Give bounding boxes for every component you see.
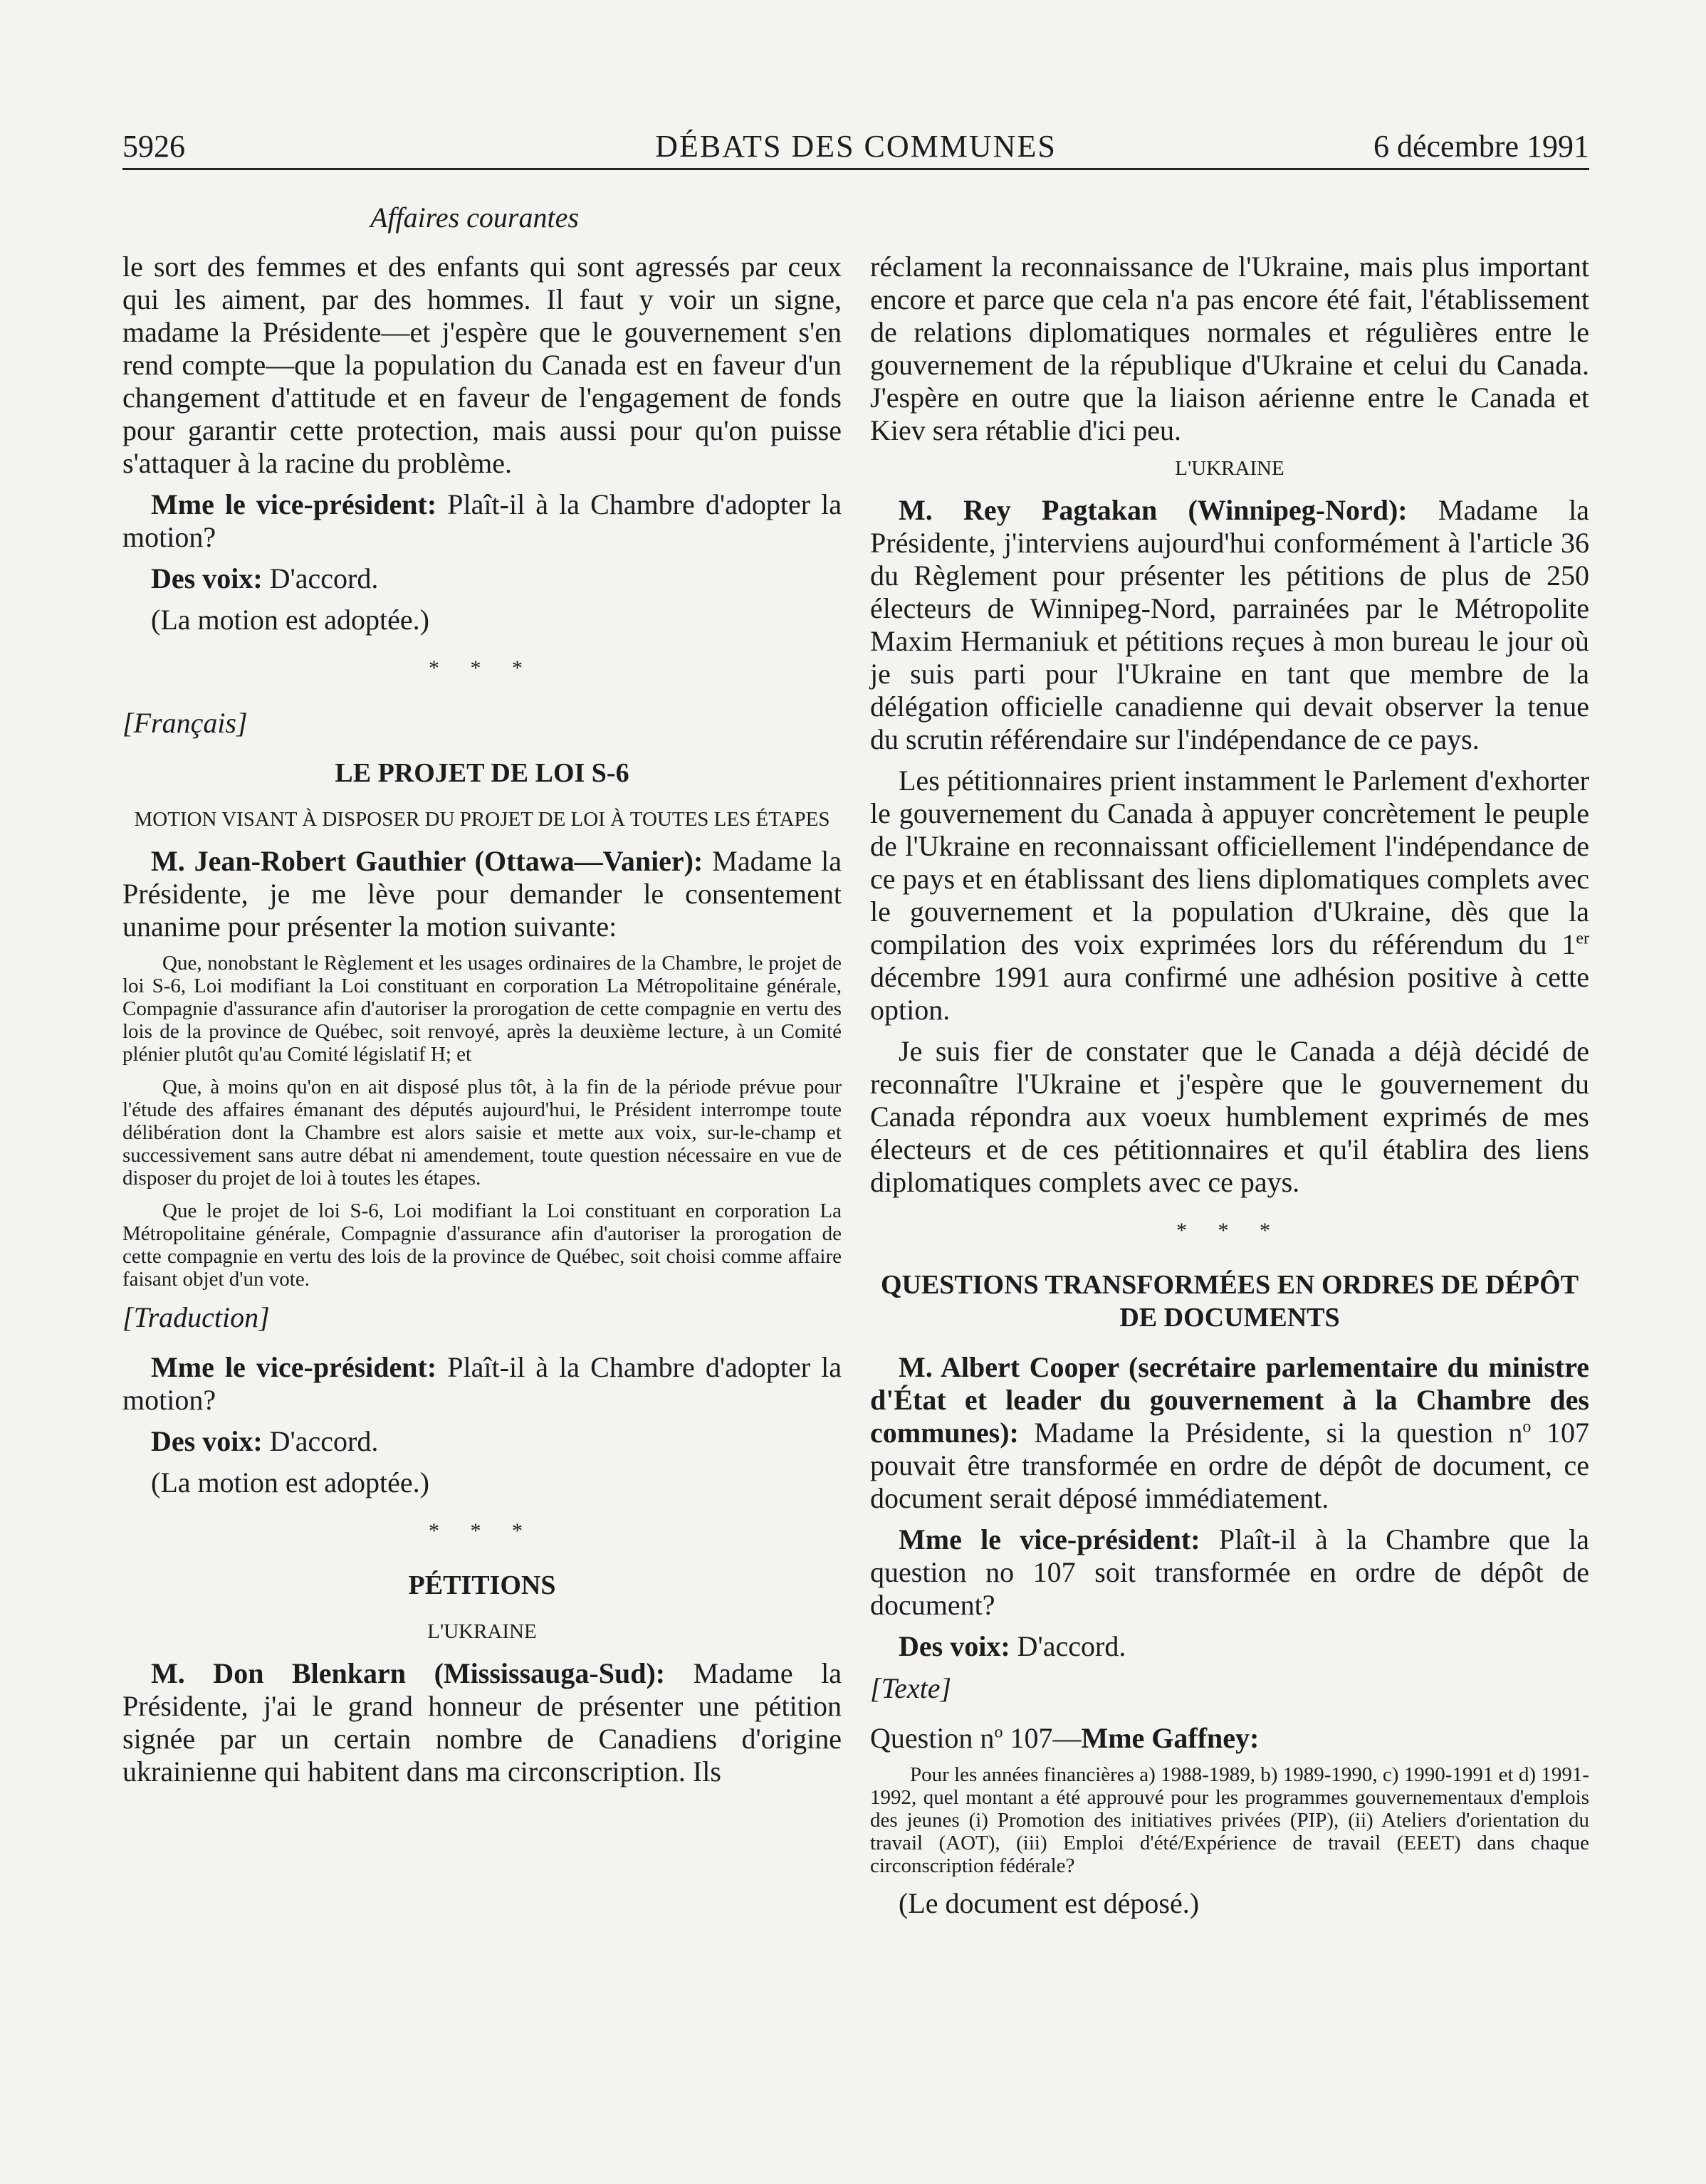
speaker-name: M. Albert Cooper (secrétaire parlementaire du ministre d'État et leader du gouvernement à la Chambre des communes): <box>870 1351 1589 1449</box>
speaker-name: Mme le vice-président: <box>899 1523 1200 1555</box>
section-subheading: L'UKRAINE <box>427 1620 537 1643</box>
speech-text: 107 pouvait être transformée en ordre de dépôt de document, ce document serait déposé immédiatement. <box>870 1417 1589 1514</box>
right-column <box>870 251 1589 1928</box>
speaker-name: Mme le vice-président: <box>151 1351 437 1383</box>
language-tag: [Français] <box>122 707 248 739</box>
section-heading: QUESTIONS TRANSFORMÉES EN ORDRES DE DÉPÔT DE DOCUMENTS <box>880 1270 1579 1333</box>
motion-quote: Que, nonobstant le Règlement et les usages ordinaires de la Chambre, le projet de loi S-6, Loi modifiant la Loi constituant en corporation La Métropolitaine générale, Compagnie d'assurance afin d'autoriser la prorogation de cette compagnie en vertu des lois de la province de Québec, soit renvoyé, après la deuxième lecture, à un Comité plénier plutôt qu'au Comité législatif H; et <box>122 952 842 1066</box>
speech-text: D'accord. <box>262 1425 379 1457</box>
speech-text: Plaît-il à la Chambre que la question no 107 soit transformée en ordre de dépôt de document? <box>870 1523 1589 1621</box>
speaker-name: Des voix: <box>899 1630 1010 1662</box>
section-separator: * * * <box>1176 1219 1283 1242</box>
speaker-name: Mme le vice-président: <box>151 488 437 520</box>
paragraph <box>870 494 1589 756</box>
speaker-name: Des voix: <box>151 1425 263 1457</box>
paragraph: le sort des femmes et des enfants qui sont agressés par ceux qui les aiment, par des hommes. Il faut y voir un signe, madame la Présidente—et j'espère que le gouvernement s'en rend compte—que la population du Canada est en faveur d'un changement d'attitude et en faveur de l'engagement de fonds pour garantir cette protection, mais aussi pour qu'on puisse s'attaquer à la racine du problème. <box>122 251 842 479</box>
paragraph <box>122 845 842 943</box>
speech-text: Madame la Présidente, j'interviens aujourd'hui conformément à l'article 36 du Règlement pour présenter les pétitions de plus de 250 électeurs de Winnipeg-Nord, parrainées par le Métropolite Maxim Hermaniuk et pétitions reçues à mon bureau le jour où je suis parti pour l'Ukraine en tant que membre de la délégation officielle canadienne qui devait observer la tenue du scrutin référendaire sur l'indépendance de ce pays. <box>870 494 1589 755</box>
speaker-name: M. Jean-Robert Gauthier (Ottawa—Vanier): <box>151 845 703 877</box>
speech-text: Madame la Présidente, si la question n <box>1018 1417 1523 1449</box>
section-heading: PÉTITIONS <box>408 1570 556 1600</box>
language-tag: [Traduction] <box>122 1301 270 1333</box>
speaker-name: Mme Gaffney: <box>1081 1722 1260 1754</box>
speech-text: D'accord. <box>262 562 379 594</box>
superscript: o <box>1522 1417 1532 1437</box>
paragraph: réclament la reconnaissance de l'Ukraine, mais plus important encore et parce que cela n'a pas encore été fait, l'établissement de relations diplomatiques normales et régulières entre le gouvernement de la république d'Ukraine et celui du Canada. J'espère en outre que la liaison aérienne entre le Canada et Kiev sera rétablie d'ici peu. <box>870 251 1589 446</box>
left-column <box>122 251 842 1797</box>
paragraph <box>870 765 1589 1027</box>
paragraph <box>870 1351 1589 1515</box>
motion-quote: Que le projet de loi S-6, Loi modifiant la Loi constituant en corporation La Métropolitaine générale, Compagnie d'assurance afin d'autoriser la prorogation de cette compagnie en vertu des lois de la province de Québec, soit choisi comme affaire faisant objet d'un vote. <box>122 1199 842 1291</box>
section-label: Affaires courantes <box>370 201 579 233</box>
paragraph <box>870 1523 1589 1622</box>
speech-text: Madame la Présidente, j'ai le grand honneur de présenter une pétition signée par un certain nombre de Canadiens d'origine ukrainienne qui habitent dans ma circonscription. Ils <box>122 1657 842 1787</box>
question-title <box>870 1722 1589 1755</box>
motion-quote: Que, à moins qu'on en ait disposé plus tôt, à la fin de la période prévue pour l'étude des affaires émanant des députés aujourd'hui, le Président interrompe toute délibération dont la Chambre est alors saisie et mette aux voix, sur-le-champ et successivement sans autre débat ni amendement, toute question nécessaire en vue de disposer du projet de loi à toutes les étapes. <box>122 1076 842 1190</box>
speaker-name: Des voix: <box>151 562 263 594</box>
motion-result: (Le document est déposé.) <box>899 1887 1200 1919</box>
section-subheading: L'UKRAINE <box>1175 457 1284 480</box>
paragraph <box>870 1630 1589 1663</box>
section-heading: LE PROJET DE LOI S-6 <box>335 758 629 788</box>
speech-text: Madame la Présidente, je me lève pour demander le consentement unanime pour présenter la motion suivante: <box>122 845 842 943</box>
speech-text: Plaît-il à la Chambre d'adopter la motion? <box>122 1351 842 1416</box>
question-number: 107— <box>1003 1722 1082 1754</box>
paragraph <box>122 1351 842 1417</box>
question-quote: Pour les années financières a) 1988-1989, b) 1989-1990, c) 1990-1991 et d) 1991-1992, quel montant a été approuvé pour les programmes gouvernementaux d'emplois des jeunes (i) Promotion des initiatives privées (PIP), (ii) Ateliers d'orientation du travail (AOT), (iii) Emploi d'été/Expérience de travail (EEET) dans chaque circonscription fédérale? <box>870 1763 1589 1877</box>
speech-text: D'accord. <box>1010 1630 1126 1662</box>
paragraph-text: Les pétitionnaires prient instamment le Parlement d'exhorter le gouvernement du Canada à appuyer concrètement le peuple de l'Ukraine en reconnaissant officiellement l'indépendance de ce pays et en établissant des liens diplomatiques complets avec le gouvernement et la population d'Ukraine, dès que la compilation des voix exprimées lors du référendum du 1 <box>870 765 1589 960</box>
paragraph <box>122 1425 842 1458</box>
paragraph <box>122 1657 842 1788</box>
language-tag: [Texte] <box>870 1672 952 1704</box>
section-separator: * * * <box>429 1519 535 1543</box>
motion-result: (La motion est adoptée.) <box>151 604 429 636</box>
paragraph <box>122 488 842 554</box>
speaker-name: M. Don Blenkarn (Mississauga-Sud): <box>151 1657 666 1689</box>
question-label: Question n <box>870 1722 995 1754</box>
paragraph <box>122 562 842 595</box>
motion-result: (La motion est adoptée.) <box>151 1466 429 1498</box>
superscript: er <box>1576 929 1589 948</box>
publication-title: DÉBATS DES COMMUNES <box>655 129 1057 164</box>
speech-text: Plaît-il à la Chambre d'adopter la motion? <box>122 488 842 553</box>
section-separator: * * * <box>429 656 535 680</box>
paragraph: Je suis fier de constater que le Canada a déjà décidé de reconnaître l'Ukraine et j'espère que le gouvernement du Canada répondra aux voeux humblement exprimés de mes électeurs et de ces pétitionnaires et qu'il établira des liens diplomatiques complets avec ce pays. <box>870 1035 1589 1198</box>
page-number: 5926 <box>122 129 185 164</box>
superscript: o <box>994 1723 1003 1742</box>
speaker-name: M. Rey Pagtakan (Winnipeg-Nord): <box>899 494 1408 526</box>
page-header <box>122 125 1589 170</box>
paragraph-text: décembre 1991 aura confirmé une adhésion positive à cette option. <box>870 961 1589 1026</box>
page-date: 6 décembre 1991 <box>1373 129 1589 164</box>
section-subheading: MOTION VISANT À DISPOSER DU PROJET DE LOI À TOUTES LES ÉTAPES <box>134 808 830 831</box>
